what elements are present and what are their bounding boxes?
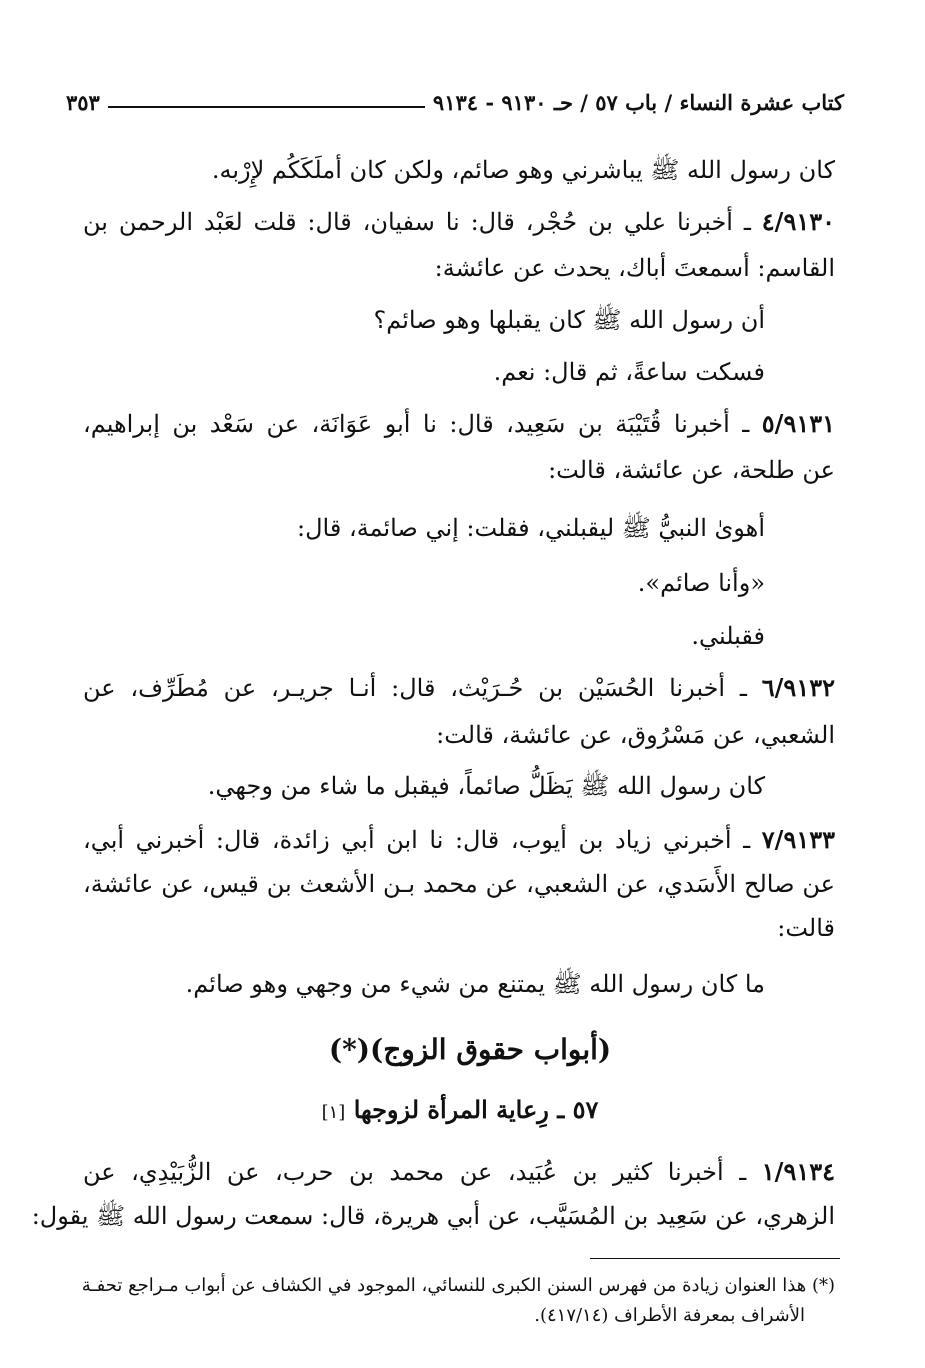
hadith-9132-line — [83, 670, 835, 706]
header-rule — [108, 106, 425, 108]
footnote-line: (*) هذا العنوان زيادة من فهرس السنن الكبرى للنسائي، الموجود في الكشاف عن أبواب مـراجع تحفـة — [81, 1275, 835, 1296]
running-header — [66, 84, 844, 120]
text-line: فسكت ساعةً، ثم قال: نعم. — [493, 358, 765, 386]
hadith-number: ٦/٩١٣٢ — [761, 673, 835, 702]
chapter-title — [280, 1092, 640, 1128]
hadith-number: ٥/٩١٣١ — [761, 409, 835, 438]
section-title: (أبواب حقوق الزوج)(*) — [328, 1033, 612, 1066]
text-line: كان رسول الله ﷺ يباشرني وهو صائم، ولكن كان أملَكَكُم لإِرْبه. — [211, 156, 835, 184]
page-number: ٣٥٣ — [66, 89, 100, 115]
text-line: فقبلني. — [691, 622, 765, 650]
text-line: ما كان رسول الله ﷺ يمتنع من شيء من وجهي وهو صائم. — [185, 970, 765, 998]
header-title: كتاب عشرة النساء / باب ٥٧ / حـ ٩١٣٠ - ٩١٣٤ — [432, 89, 844, 115]
hadith-9131-line — [83, 406, 835, 442]
footnote-line: الأشراف بمعرفة الأطراف (٤١٧/١٤). — [534, 1305, 805, 1326]
hadith-text: ـ أخبرني زياد بن أيوب، قال: نا ابن أبي زائدة، قال: أخبرني أبي، — [83, 826, 751, 854]
hadith-9133-line — [83, 822, 835, 858]
hadith-text: ـ أخبرنا علي بن حُجْر، قال: نا سفيان، قال: قلت لعَبْد الرحمن بن — [83, 208, 751, 236]
chapter-ref: [١] — [321, 1102, 346, 1123]
text-line: الزهري، عن سَعِيد بن المُسَيَّب، عن أبي هريرة، قال: سمعت رسول الله ﷺ يقول: — [31, 1202, 835, 1230]
text-line: أهوىٰ النبيُّ ﷺ ليقبلني، فقلت: إني صائمة، قال: — [297, 514, 765, 542]
hadith-number: ٤/٩١٣٠ — [761, 207, 835, 236]
text-line: «وأنا صائم». — [637, 569, 765, 597]
footnote-rule — [590, 1258, 840, 1259]
hadith-text: ـ أخبرنا قُتَيْبَة بن سَعِيد، قال: نا أبو عَوَانَة، عن سَعْد بن إبراهيم، — [83, 410, 750, 438]
text-line: عن طلحة، عن عائشة، قالت: — [548, 456, 835, 484]
hadith-text: ـ أخبرنا الحُسَيْن بن حُـرَيْث، قال: أنـا جريـر، عن مُطَرِّف، عن — [83, 674, 747, 702]
hadith-9130-line — [83, 204, 835, 240]
hadith-9134-line — [83, 1154, 835, 1190]
chapter-title-text: ٥٧ ـ رِعاية المرأة لزوجها — [353, 1095, 599, 1124]
text-line: أن رسول الله ﷺ كان يقبلها وهو صائم؟ — [373, 306, 765, 334]
text-line: الشعبي، عن مَسْرُوق، عن عائشة، قالت: — [436, 721, 835, 749]
hadith-text: ـ أخبرنا كثير بن عُبَيد، عن محمد بن حرب، عن الزُّبَيْدِي، عن — [83, 1158, 747, 1186]
hadith-number: ٧/٩١٣٣ — [761, 825, 835, 854]
text-line: القاسم: أسمعتَ أباك، يحدث عن عائشة: — [434, 254, 835, 282]
text-line: عن صالح الأَسَدي، عن الشعبي، عن محمد بـن الأشعث بن قيس، عن عائشة، — [83, 870, 835, 898]
text-line: كان رسول الله ﷺ يَظَلُّ صائماً، فيقبل ما شاء من وجهي. — [207, 772, 765, 800]
text-line: قالت: — [777, 914, 835, 942]
hadith-number: ١/٩١٣٤ — [761, 1157, 835, 1186]
